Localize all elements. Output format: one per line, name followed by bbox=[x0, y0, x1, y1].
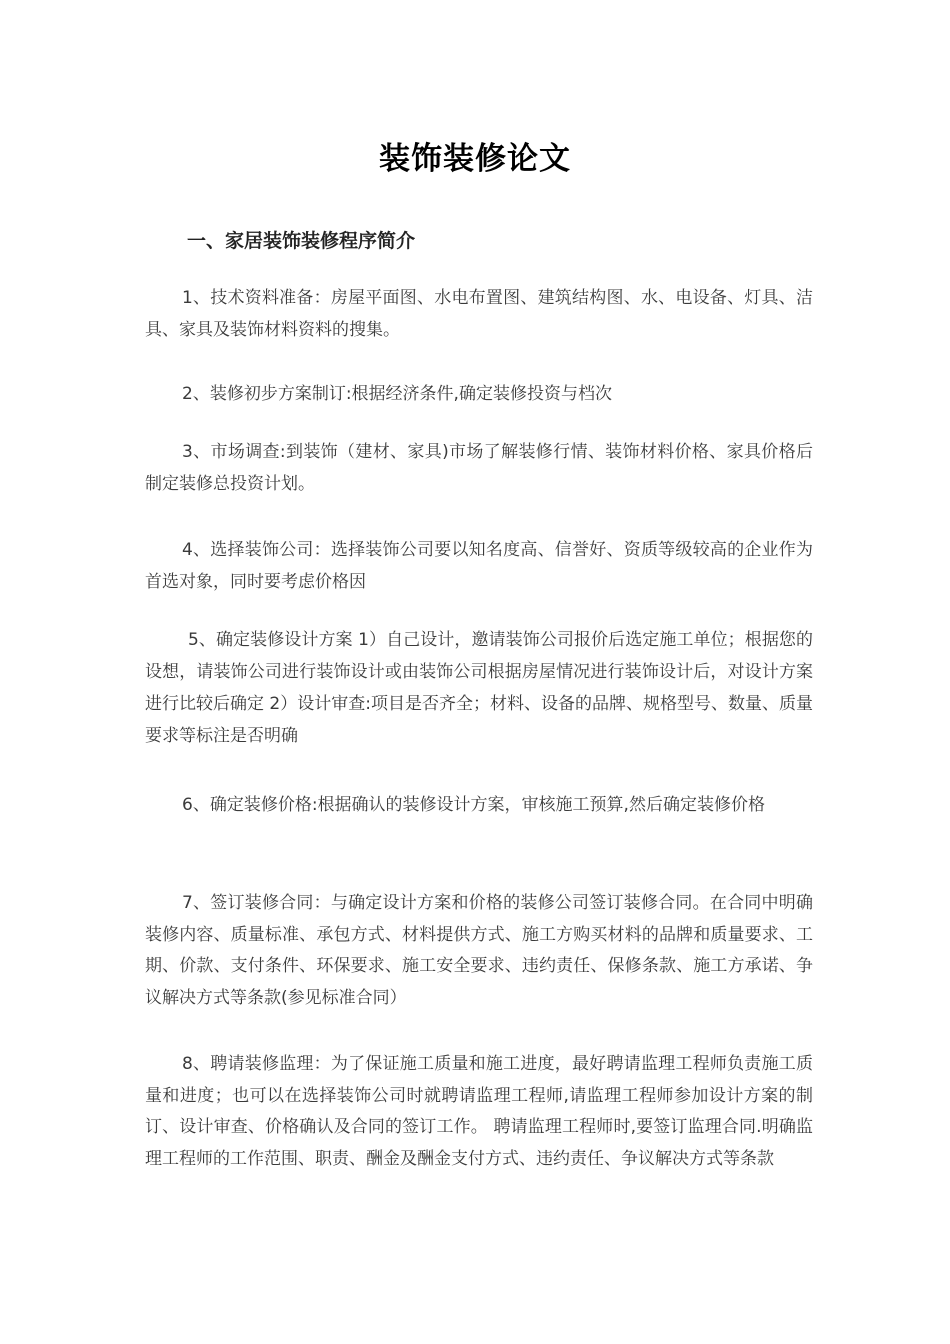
paragraph-4: 4、选择装饰公司：选择装饰公司要以知名度高、信誉好、资质等级较高的企业作为首选对象，同时要考虑价格因 bbox=[145, 540, 813, 592]
paragraph-7: 7、签订装修合同：与确定设计方案和价格的装修公司签订装修合同。在合同中明确装修内容、质量标准、承包方式、材料提供方式、施工方购买材料的品牌和质量要求、工期、价款、支付条件、环保要求、施工安全要求、违约责任、保修条款、施工方承诺、争议解决方式等条款(参见标准合同） bbox=[145, 893, 813, 1008]
paragraph-1: 1、技术资料准备：房屋平面图、水电布置图、建筑结构图、水、电设备、灯具、洁具、家具及装饰材料资料的搜集。 bbox=[145, 288, 813, 340]
paragraph-2: 2、装修初步方案制订:根据经济条件,确定装修投资与档次 bbox=[182, 384, 612, 404]
section-heading: 一、家居装饰装修程序简介 bbox=[187, 230, 416, 252]
document-title: 装饰装修论文 bbox=[379, 141, 571, 177]
paragraph-3: 3、市场调查:到装饰（建材、家具)市场了解装修行情、装饰材料价格、家具价格后制定装修总投资计划。 bbox=[145, 442, 813, 494]
paragraph-8: 8、聘请装修监理：为了保证施工质量和施工进度，最好聘请监理工程师负责施工质量和进度；也可以在选择装饰公司时就聘请监理工程师,请监理工程师参加设计方案的制订、设计审查、价格确认及合同的签订工作。 聘请监理工程师时,要签订监理合同.明确监理工程师的工作范围、职责、酬金及酬金支付方式、违约责任、争议解决方式等条款 bbox=[145, 1054, 813, 1169]
paragraph-6: 6、确定装修价格:根据确认的装修设计方案，审核施工预算,然后确定装修价格 bbox=[182, 795, 765, 815]
paragraph-5: 5、确定装修设计方案 1）自己设计，邀请装饰公司报价后选定施工单位；根据您的设想，请装饰公司进行装饰设计或由装饰公司根据房屋情况进行装饰设计后，对设计方案进行比较后确定 2）设计审查:项目是否齐全；材料、设备的品牌、规格型号、数量、质量要求等标注是否明确 bbox=[145, 630, 813, 746]
